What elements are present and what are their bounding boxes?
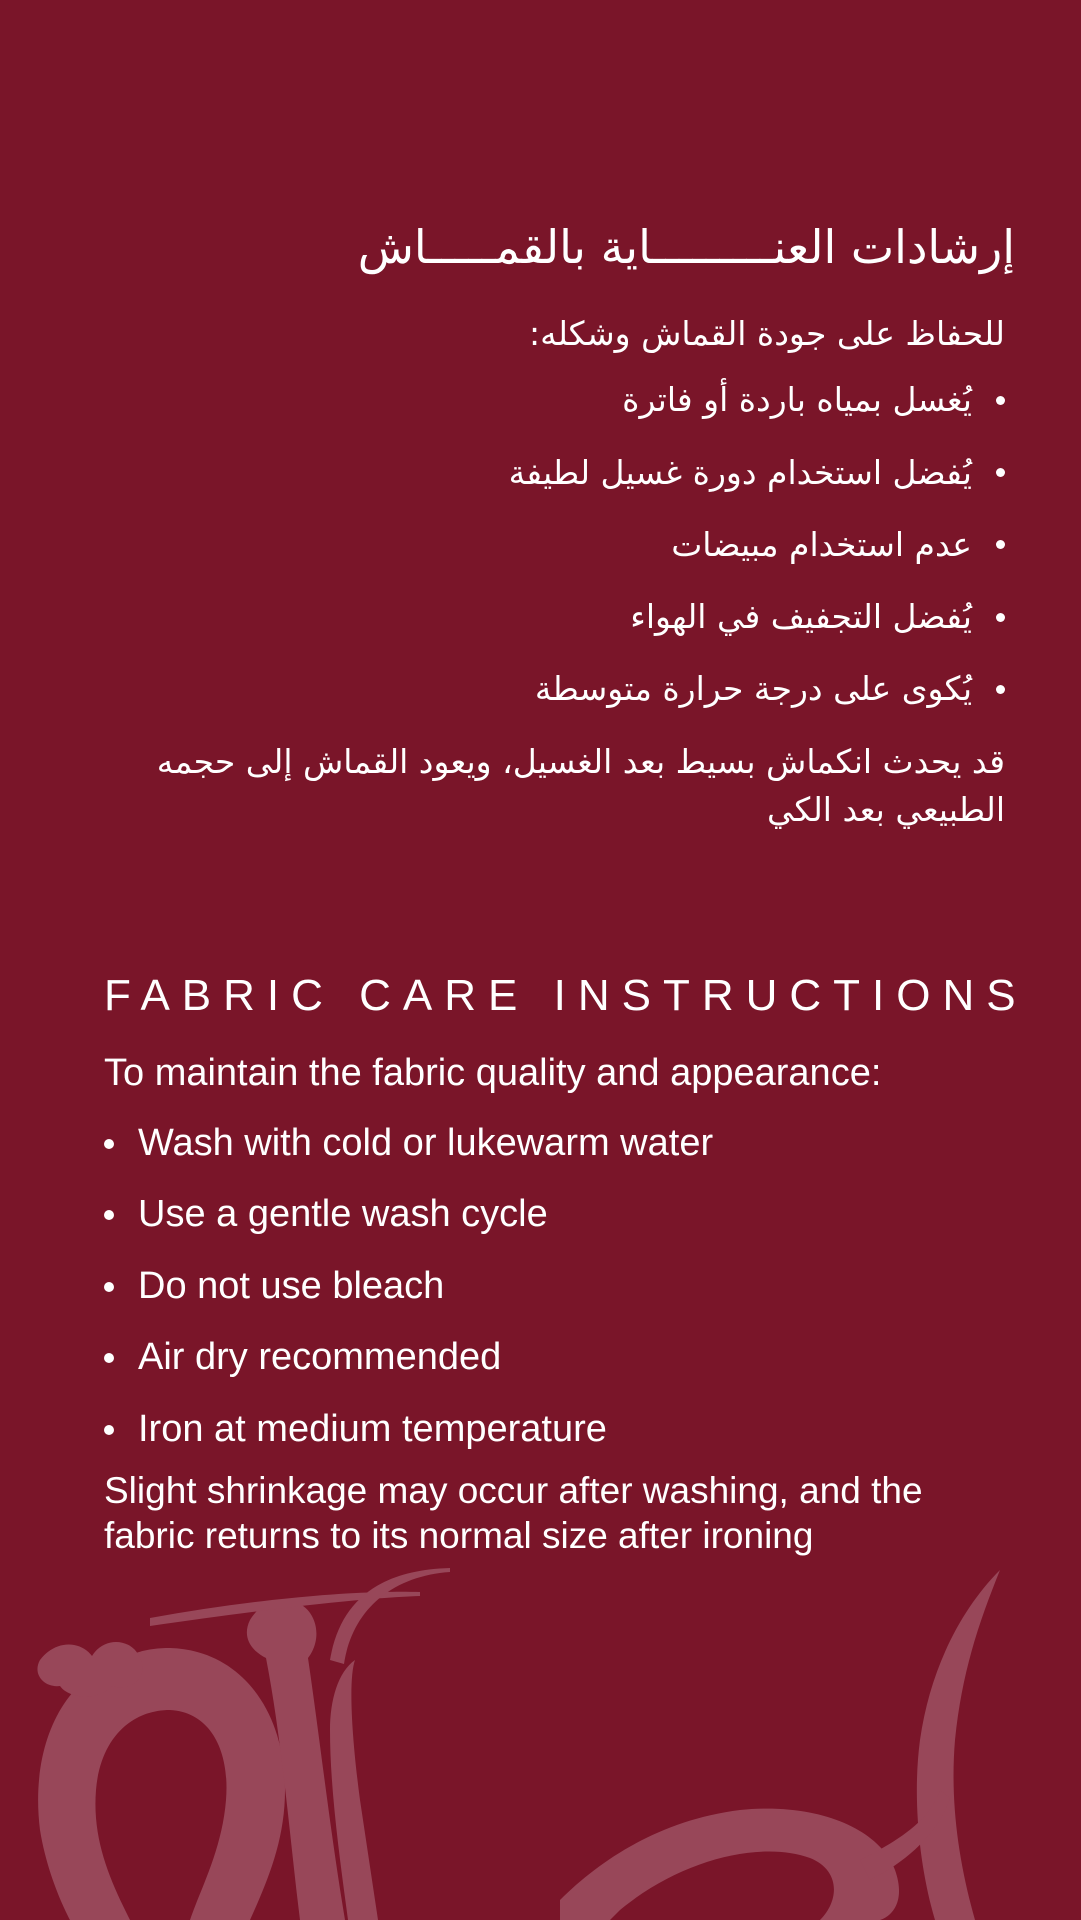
bullet-icon — [104, 1425, 114, 1435]
bullet-icon — [104, 1139, 114, 1149]
bullet-icon — [996, 613, 1005, 622]
list-item — [104, 1263, 1041, 1311]
bullet-icon — [996, 540, 1005, 549]
list-item — [100, 666, 1005, 712]
list-item — [104, 1406, 1041, 1454]
list-item — [100, 522, 1005, 568]
arabic-shrinkage-note: قد يحدث انكماش بسيط بعد الغسيل، ويعود القماش إلى حجمه الطبيعي بعد الكي — [156, 742, 1005, 830]
bullet-icon — [996, 396, 1005, 405]
list-item — [100, 377, 1005, 423]
list-item-text: Iron at medium temperature — [138, 1407, 607, 1450]
list-item-text: يُغسل بمياه باردة أو فاترة — [622, 380, 972, 420]
bullet-icon — [996, 685, 1005, 694]
english-care-list — [104, 1120, 1041, 1454]
list-item-text: Use a gentle wash cycle — [138, 1193, 548, 1236]
list-item-text: يُفضل التجفيف في الهواء — [630, 596, 972, 636]
arabic-title: إرشادات العنـــــــــاية بالقمـــــاش — [357, 220, 1015, 274]
bullet-icon — [104, 1353, 114, 1363]
english-title: FABRIC CARE INSTRUCTIONS — [104, 971, 1028, 1020]
english-shrinkage-note: Slight shrinkage may occur after washing, and the fabric returns to its normal size after ironing — [104, 1470, 923, 1556]
arabic-section — [100, 220, 1015, 834]
list-item — [104, 1120, 1041, 1168]
arabic-care-list — [100, 377, 1005, 712]
bullet-icon — [104, 1210, 114, 1220]
english-section — [104, 972, 1041, 1558]
list-item — [104, 1191, 1041, 1239]
list-item-text: Air dry recommended — [138, 1336, 502, 1379]
list-item — [100, 450, 1005, 496]
list-item-text: يُفضل استخدام دورة غسيل لطيفة — [508, 452, 972, 492]
list-item — [104, 1334, 1041, 1382]
list-item — [100, 594, 1005, 640]
list-item-text: عدم استخدام مبيضات — [671, 524, 972, 564]
calligraphy-logo-icon — [0, 1540, 1081, 1920]
list-item-text: Wash with cold or lukewarm water — [138, 1121, 714, 1164]
english-intro: To maintain the fabric quality and appearance: — [104, 1052, 882, 1095]
list-item-text: يُكوى على درجة حرارة متوسطة — [534, 669, 972, 709]
bullet-icon — [996, 468, 1005, 477]
list-item-text: Do not use bleach — [138, 1264, 445, 1307]
bullet-icon — [104, 1282, 114, 1292]
arabic-intro: للحفاظ على جودة القماش وشكله: — [529, 314, 1005, 354]
